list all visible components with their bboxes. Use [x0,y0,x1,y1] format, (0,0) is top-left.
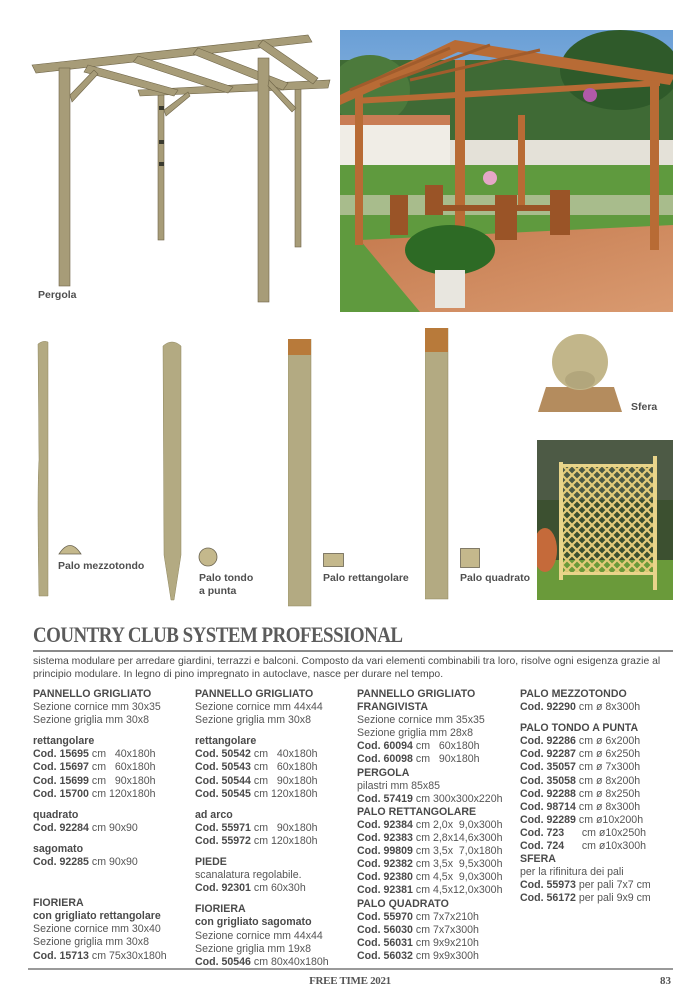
spec-line: Sezione cornice mm 30x40 [33,923,161,936]
code-row: Cod. 50544 cm 90x180h [195,774,318,787]
post-round-pointed-label [199,572,253,598]
rectangle-section-icon [323,553,344,572]
page-number: 83 [660,975,671,987]
code-row: Cod. 92287 cm ø 6x250h [520,748,641,761]
variant-subtitle: rettangolare [33,735,95,748]
product-title: PALO MEZZOTONDO [520,688,627,700]
code-row: Cod. 56172 per pali 9x9 cm [520,892,651,905]
spec-line: Sezione griglia mm 30x8 [195,714,311,727]
code-row: Cod. 35058 cm ø 8x200h [520,774,641,787]
spec-line: pilastri mm 85x85 [357,779,441,792]
code-row: Cod. 98714 cm ø 8x300h [520,800,641,813]
post-square-label: Palo quadrato [460,572,531,584]
post-round-label-line2: a punta [199,585,237,597]
product-title: PANNELLO GRIGLIATO [33,688,152,700]
code-row: Cod. 92383 cm 2,8x14,6x300h [357,832,503,845]
spec-column-2 [195,688,355,969]
code-row: Cod. 92380 cm 4,5x 9,0x300h [357,871,503,884]
post-round-label-line1: Palo tondo [199,572,254,584]
post-round-pointed-image [161,340,183,607]
post-rectangular-image [288,339,312,612]
product-title: SFERA [520,853,556,866]
code-row: Cod. 92384 cm 2,0x 9,0x300h [357,818,503,831]
variant-subtitle: con grigliato sagomato [195,916,312,929]
code-row: Cod. 92381 cm 4,5x12,0x300h [357,884,503,897]
variant-subtitle: con grigliato rettangolare [33,910,161,923]
pergola-garden-photo [340,30,673,312]
section-title-divider [33,650,673,652]
code-row: Cod. 724 cm ø10x300h [520,840,646,853]
round-section-icon [198,547,218,572]
code-row: Cod. 723 cm ø10x250h [520,826,646,839]
product-title: FIORIERA [195,903,246,916]
section-intro: sistema modulare per arredare giardini, terrazzi e balconi. Composto da vari elementi combinabili tra loro, risolve ogni esigenza grazie al principio modulare. In legno di pino impregnato in autoclave, nasce per durare nel tempo. [33,656,661,680]
catalog-title: FREE TIME 2021 [309,975,391,987]
code-row: Cod. 35057 cm ø 7x300h [520,761,641,774]
post-square-image [425,328,449,605]
spec-line: Sezione griglia mm 30x8 [33,936,149,949]
product-title: FIORIERA [33,897,84,910]
code-row: Cod. 50545 cm 120x180h [195,787,318,800]
product-title: PALO TONDO A PUNTA [520,722,639,735]
spec-line: Sezione cornice mm 30x35 [33,701,161,714]
code-row: Cod. 60098 cm 90x180h [357,753,480,766]
code-row: Cod. 15713 cm 75x30x180h [33,949,167,962]
code-row: Cod. 56030 cm 7x7x300h [357,923,479,936]
spec-line: Sezione griglia mm 30x8 [33,714,149,727]
variant-subtitle: quadrato [33,808,79,821]
code-row: Cod. 15695 cm 40x180h [33,748,156,761]
spec-line: Sezione griglia mm 19x8 [195,942,311,955]
pergola-label: Pergola [38,289,77,301]
code-row: Cod. 92284 cm 90x90 [33,821,138,834]
spec-line: Sezione cornice mm 44x44 [195,701,323,714]
footer-divider [28,968,673,970]
post-half-round-image [36,340,50,603]
pergola-product-image [28,30,338,315]
spec-line: Sezione cornice mm 35x35 [357,714,485,727]
spec-line: scanalatura regolabile. [195,869,302,882]
code-row: Cod. 50546 cm 80x40x180h [195,955,329,968]
post-half-round-label: Palo mezzotondo [58,560,145,572]
code-row: Cod. 15700 cm 120x180h [33,787,156,800]
code-row: Cod. 99809 cm 3,5x 7,0x180h [357,845,503,858]
code-row: Cod. 15697 cm 60x180h [33,761,156,774]
code-row: Cod. 57419 cm 300x300x220h [357,792,503,805]
pergola-structure-illustration [28,30,338,315]
code-row: Cod. 60094 cm 60x180h [357,740,480,753]
code-row: Cod. 92301 cm 60x30h [195,882,306,895]
code-row: Cod. 92382 cm 3,5x 9,5x300h [357,858,503,871]
product-title: PERGOLA [357,766,410,779]
code-row: Cod. 92290 cm ø 8x300h [520,701,641,714]
product-title-continued: FRANGIVISTA [357,701,429,714]
spec-column-4 [520,688,680,906]
sphere-label: Sfera [631,401,658,413]
code-row: Cod. 55973 per pali 7x7 cm [520,879,651,892]
code-row: Cod. 56032 cm 9x9x300h [357,949,479,962]
spec-line: Sezione cornice mm 44x44 [195,929,323,942]
product-title: PANNELLO GRIGLIATO [195,688,314,700]
code-row: Cod. 56031 cm 9x9x210h [357,936,479,949]
product-title: PANNELLO GRIGLIATO [357,688,476,700]
sphere-post-cap-image [538,332,622,419]
square-section-icon [460,548,480,573]
spec-column-3 [357,688,517,963]
code-row: Cod. 15699 cm 90x180h [33,774,156,787]
code-row: Cod. 50543 cm 60x180h [195,761,318,774]
spec-column-1 [33,688,193,963]
product-title: PIEDE [195,856,227,869]
code-row: Cod. 92285 cm 90x90 [33,856,138,869]
code-row: Cod. 55972 cm 120x180h [195,834,318,847]
trellis-panel-photo [537,440,673,600]
code-row: Cod. 50542 cm 40x180h [195,748,318,761]
variant-subtitle: rettangolare [195,735,257,748]
code-row: Cod. 92289 cm ø10x200h [520,813,644,826]
code-row: Cod. 55971 cm 90x180h [195,821,318,834]
variant-subtitle: ad arco [195,808,233,821]
spec-line: Sezione griglia mm 28x8 [357,727,473,740]
post-rectangular-label: Palo rettangolare [323,572,409,584]
spec-line: per la rifinitura dei pali [520,866,624,879]
variant-subtitle: sagomato [33,842,84,855]
section-title: COUNTRY CLUB SYSTEM PROFESSIONAL [33,622,403,647]
code-row: Cod. 92288 cm ø 8x250h [520,787,641,800]
product-title: PALO QUADRATO [357,897,449,910]
code-row: Cod. 92286 cm ø 6x200h [520,735,641,748]
product-title: PALO RETTANGOLARE [357,805,477,818]
half-round-section-icon [58,542,82,560]
code-row: Cod. 55970 cm 7x7x210h [357,910,479,923]
